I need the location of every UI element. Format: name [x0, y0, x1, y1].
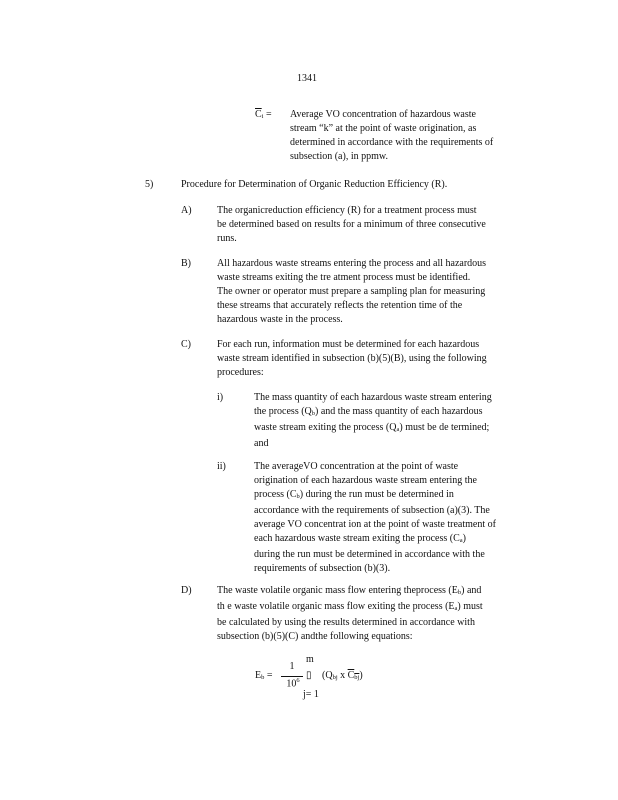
item-cii-line: accordance with the requirements of subsection (a)(3). The [254, 505, 490, 516]
item-a-text [217, 204, 537, 246]
item-cii-line: The averageVO concentration at the point of waste [254, 461, 459, 472]
item-a-label: A) [181, 205, 192, 216]
item-c-line: procedures: [217, 367, 264, 378]
item-cii-line: origination of each hazardous waste stream entering the [254, 475, 477, 486]
sum-upper-limit: m [306, 654, 314, 665]
item-cii-line: requirements of subsection (b)(3). [254, 563, 391, 574]
item-ci-line: and [254, 438, 269, 449]
definition-line: subsection (a), in ppmw. [290, 151, 388, 162]
item-a-line: be determined based on results for a minimum of three consecutive [217, 219, 486, 230]
section-title: Procedure for Determination of Organic Reduction Efficiency (R). [181, 179, 448, 190]
item-b-line: these streams that accurately reflects the retention time of the [217, 300, 463, 311]
item-b-line: The owner or operator must prepare a sampling plan for measuring [217, 286, 486, 297]
definition-symbol [255, 108, 272, 124]
item-ci-line: the process (Qb) and the mass quantity of each hazardous [254, 406, 483, 417]
item-ci-line: The mass quantity of each hazardous waste stream entering [254, 392, 492, 403]
item-ci-label: i) [217, 392, 224, 403]
item-c-line: For each run, information must be determined for each hazardous [217, 339, 480, 350]
sum-icon: ▯ [306, 670, 312, 681]
section-number: 5) [145, 179, 154, 190]
item-a-line: The organicreduction efficiency (R) for a treatment process must [217, 205, 477, 216]
item-c-line: waste stream identified in subsection (b)(5)(B), using the following [217, 353, 487, 364]
item-cii-label: ii) [217, 461, 226, 472]
item-ci-text [254, 391, 540, 451]
item-d-line: The waste volatile organic mass flow entering theprocess (Eb) and [217, 585, 482, 596]
item-cii-line: average VO concentrat ion at the point of waste treatment of [254, 519, 496, 530]
item-cii-line: during the run must be determined in accordance with the [254, 549, 485, 560]
item-ci-line: waste stream exiting the process (Qa) must be de termined; [254, 422, 490, 433]
sum-lower-limit: j= 1 [303, 689, 319, 700]
item-cii-text [254, 460, 542, 576]
item-d-text [217, 584, 539, 644]
symbol-c: $\overline{C}$ [255, 109, 262, 120]
item-a-line: runs. [217, 233, 237, 244]
item-b-line: All hazardous waste streams entering the process and all hazardous [217, 258, 487, 269]
equation-lhs: Eb = [255, 670, 273, 681]
symbol-equals: = [265, 109, 272, 120]
item-c-text [217, 338, 537, 380]
equation-numerator: 1 [289, 661, 295, 672]
page-number: 1341 [297, 73, 317, 84]
item-b-line: hazardous waste in the process. [217, 314, 343, 325]
definition-line: determined in accordance with the requirements of [290, 137, 494, 148]
item-b-label: B) [181, 258, 191, 269]
item-b-line: waste streams exiting the tre atment process must be identified. [217, 272, 471, 283]
definition-line: stream “k” at the point of waste origination, as [290, 123, 477, 134]
symbol-subscript: i [261, 113, 264, 120]
item-d-line: th e waste volatile organic mass flow exiting the process (Ea) must [217, 601, 483, 612]
definition-line: Average VO concentration of hazardous waste [290, 109, 476, 120]
item-d-label: D) [181, 585, 192, 596]
item-d-line: be calculated by using the results determined in accordance with [217, 617, 475, 628]
definition-text [290, 108, 536, 164]
item-cii-line: process (Cb) during the run must be determined in [254, 489, 454, 500]
item-b-text [217, 257, 537, 327]
equation-denominator: $10^6$ [286, 677, 300, 690]
item-cii-line: each hazardous waste stream exiting the process (Ca) [254, 533, 466, 544]
item-d-line: subsection (b)(5)(C) andthe following equations: [217, 631, 413, 642]
equation-term: (Qbj x $\overline{C}\overline{bj}$) [322, 670, 363, 681]
item-c-label: C) [181, 339, 191, 350]
